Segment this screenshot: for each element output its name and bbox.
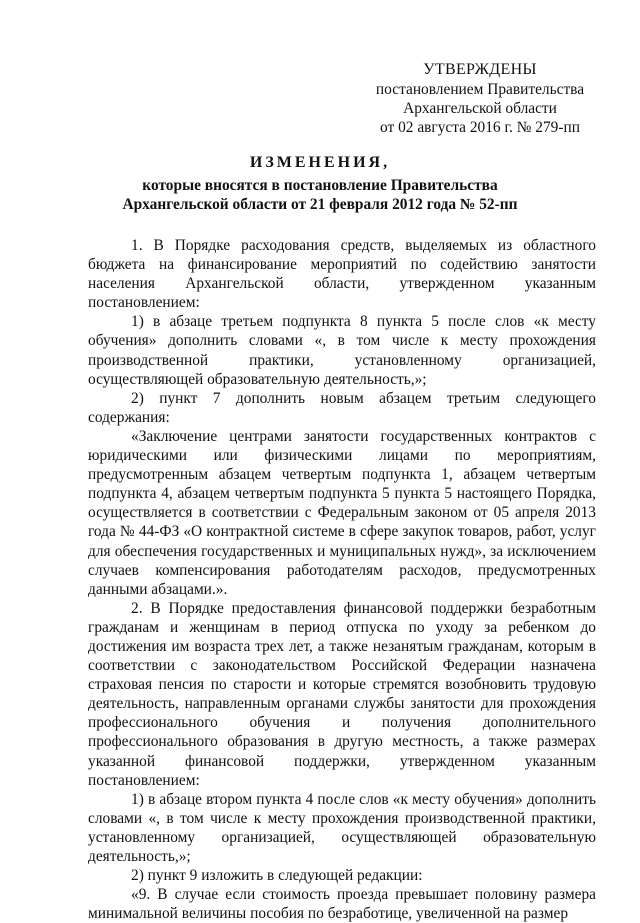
approval-line: от 02 августа 2016 г. № 279-пп (380, 119, 580, 137)
document-body (88, 236, 596, 923)
approval-stamp (372, 60, 588, 137)
approval-line: Архангельской области (403, 100, 557, 118)
approval-heading: УТВЕРЖДЕНЫ (423, 61, 537, 78)
title-main: ИЗМЕНЕНИЯ, (249, 154, 391, 171)
subparagraph-2-2: 2) пункт 9 изложить в следующей редакции: (131, 867, 423, 885)
subparagraph-1-2: 2) пункт 7 дополнить новым абзацем третьим следующего содержания: (88, 389, 596, 426)
paragraph-item-1: 1. В Порядке расходования средств, выделяемых из областного бюджета на финансирование мероприятий по содействию занятости населения Архангельской области, утвержденном указанным постановлением: (88, 237, 596, 312)
quoted-paragraph: «Заключение центрами занятости государственных контрактов с юридическими или физическими лицами по мероприятиям, предусмотренным абзацем четвертым подпункта 1, абзацем четвертым подпункта 4, абзацем четвертым подпункта 5 пункта 5 настоящего Порядка, осуществляется в соответствии с Федеральным законом от 05 апреля 2013 года № 44-ФЗ «О контрактной системе в сфере закупок товаров, работ, услуг для обеспечения государственных и муниципальных нужд», за исключением случаев компенсирования работодателям расходов, предусмотренных данными абзацами.». (88, 427, 596, 598)
quoted-paragraph-9: «9. В случае если стоимость проезда превышает половину размера минимальной величины пособия по безработице, увеличенной на размер (88, 886, 596, 923)
document-title (100, 153, 540, 214)
subparagraph-1-1: 1) в абзаце третьем подпункта 8 пункта 5 после слов «к месту обучения» дополнить словами «, в том числе к месту прохождения производственной практики, установленному организацией, осуществляющей образовательную деятельность,»; (88, 313, 596, 388)
title-subtitle: которые вносятся в постановление Правительства (142, 177, 498, 195)
approval-line: постановлением Правительства (375, 81, 585, 99)
subparagraph-2-1: 1) в абзаце втором пункта 4 после слов «к месту обучения» дополнить словами «, в том числе к месту прохождения производственной практики, установленному организацией, осуществляющей образовательную деятельность,»; (88, 790, 596, 865)
title-subtitle: Архангельской области от 21 февраля 2012 года № 52-пп (122, 196, 518, 214)
paragraph-item-2: 2. В Порядке предоставления финансовой поддержки безработным гражданам и женщинам в период отпуска по уходу за ребенком до достижения им возраста трех лет, а также незанятым гражданам, которым в соответствии с законодательством Российской Федерации назначена страховая пенсия по старости и которые стремятся возобновить трудовую деятельность, направленным органами службы занятости для прохождения профессионального обучения и получения дополнительного профессионального образования в другую местность, а также размерах указанной финансовой поддержки, утвержденном указанным постановлением: (88, 599, 596, 789)
